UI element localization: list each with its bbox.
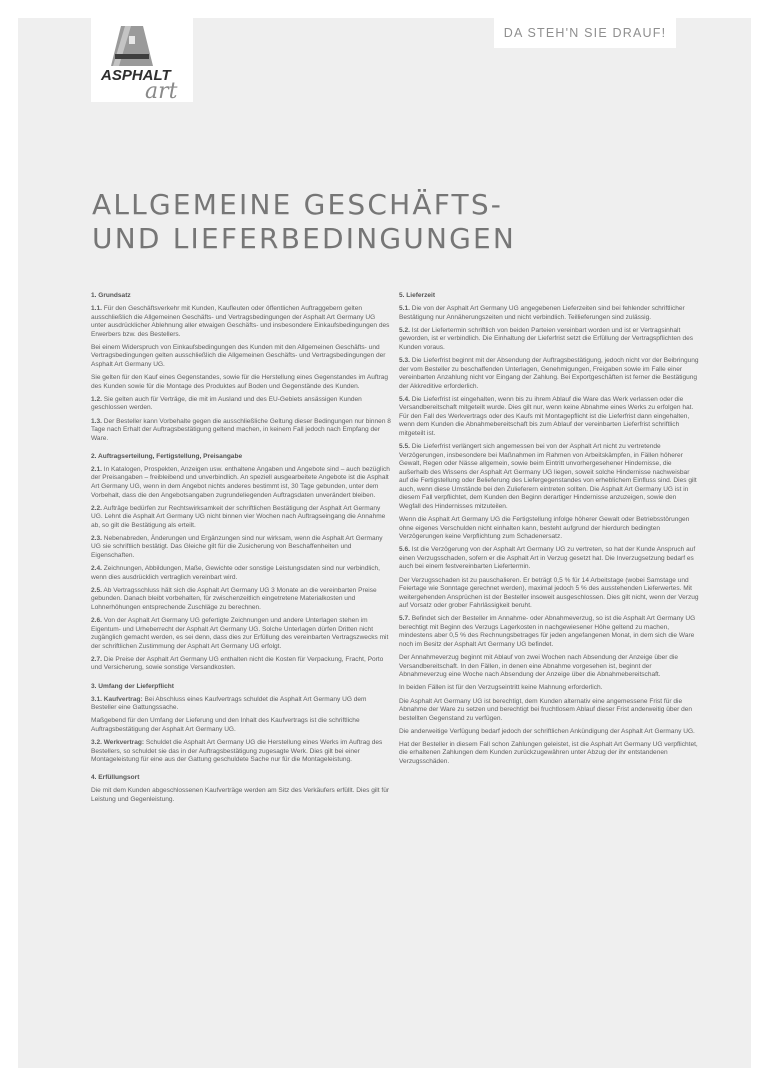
section-heading: 4. Erfüllungsort <box>91 774 140 782</box>
page-title <box>92 188 516 256</box>
clause-number: 2.5. <box>91 586 102 594</box>
paragraph: Die anderweitige Verfügung bedarf jedoch der schriftlichen Ankündigung der Asphalt Art Germany UG. <box>399 727 695 735</box>
paragraph: Wenn die Asphalt Art Germany UG die Fertigstellung infolge höherer Gewalt oder Betriebsstörungen ohne eigenes Verschulden nicht einhalten kann, besteht aufgrund der hierdurch bedingten Verzögerungen keine Verpflichtung zum Schadenersatz. <box>399 516 690 541</box>
clause-number: 5.2. <box>399 326 410 334</box>
clause-number: 1.1. <box>91 305 102 313</box>
paragraph: Sie gelten für den Kauf eines Gegenstandes, sowie für die Herstellung eines Gegenstandes im Auftrag des Kunden sowie für die Montage des Produktes auf Boden und Gegenstände des Kunden. <box>91 374 388 390</box>
paragraph: In beiden Fällen ist für den Verzugseintritt keine Mahnung erforderlich. <box>399 684 603 692</box>
clause-number: 5.6. <box>399 546 410 554</box>
clause-text: Nebenabreden, Änderungen und Ergänzungen sind nur wirksam, wenn die Asphalt Art Germany UG sie schriftlich bestätigt. Das Gleiche gilt für die Zusicherung von Beschaffenheiten und Eigenschaften. <box>91 534 383 560</box>
clause-text: Für den Geschäftsverkehr mit Kunden, Kaufleuten oder öffentlichen Auftraggebern gelten ausschließlich die Allgemeinen Geschäfts- und Vertragsbedingungen der Asphalt Art Germany UG unter ausdrücklicher Ablehnung aller etwaigen Geschäfts- und insbesondere Einkaufsbedingungen des Erwerbers bzw. des Bestellers. <box>91 305 390 338</box>
clause-number: 1.3. <box>91 417 102 425</box>
section-heading: 2. Auftragserteilung, Fertigstellung, Preisangabe <box>91 452 243 460</box>
section-heading: 3. Umfang der Lieferpflicht <box>91 682 174 690</box>
clause-text: Die Preise der Asphalt Art Germany UG enthalten nicht die Kosten für Verpackung, Fracht, Porto und Versicherung, sowie sonstige Versandkosten. <box>91 655 384 672</box>
clause-text: Schuldet die Asphalt Art Germany UG die Herstellung eines Werks im Auftrag des Bestellers, so schuldet sie das in der Auftragsbestätigung zugesagte Werk. Dies gilt bei einer Montageleistung für eine aus der Gattung geschuldete Sache nur für die Montageleistung. <box>91 739 383 764</box>
document-page <box>18 18 751 1068</box>
paragraph <box>91 418 391 444</box>
paragraph <box>91 656 391 673</box>
slogan-box <box>494 18 676 48</box>
paragraph: Hat der Besteller in diesem Fall schon Zahlungen geleistet, ist die Asphalt Art Germany UG verpflichtet, die erhaltenen Zahlungen dem Kunden zurückzugewähren unter Abzug der ihr entstandenen Verzugsschäden. <box>399 740 698 766</box>
clause-text: Aufträge bedürfen zur Rechtswirksamkeit der schriftlichen Bestätigung der Asphalt Art Germany UG. Lehnt die Asphalt Art Germany UG nicht binnen vier Wochen nach Auftragseingang die Annahme ab, so gilt die Bestätigung als erteilt. <box>91 504 386 529</box>
slogan: DA STEH'N SIE DRAUF! <box>503 26 667 40</box>
section-heading: 5. Lieferzeit <box>399 292 436 299</box>
paragraph <box>91 535 391 561</box>
clause-number: 5.4. <box>399 395 410 403</box>
logo-text-asphalt: ASPHALT <box>101 67 171 84</box>
clause-number: 2.6. <box>91 617 102 625</box>
paragraph <box>399 357 699 391</box>
clause-text: Befindet sich der Besteller im Annahme- oder Abnahmeverzug, so ist die Asphalt Art Germany UG berechtigt mit Beginn des Verzugs Lagerkosten in nachgewiesener Höhe geltend zu machen, mindestens aber 0,5 % des Rechnungsbetrages für jeden angefangenen Monat, in dem sich die Ware noch im Besitz der Asphalt Art Germany UG befindet. <box>399 615 696 649</box>
paragraph <box>91 587 391 613</box>
paragraph <box>399 546 699 572</box>
paragraph <box>91 565 391 582</box>
paragraph <box>399 443 699 511</box>
clause-number: 5.5. <box>399 443 410 451</box>
paragraph <box>399 396 699 439</box>
clause-text: Die von der Asphalt Art Germany UG angegebenen Lieferzeiten sind bei fehlender schriftlicher Bestätigung nur Annäherungszeiten und nicht verbindlich. Teillieferungen sind zulässig. <box>399 305 685 321</box>
paragraph <box>91 305 391 339</box>
clause-text: Die Lieferfrist ist eingehalten, wenn bis zu ihrem Ablauf die Ware das Werk verlassen oder die Versandbereitschaft mitgeteilt wurde. Dies gilt nur, wenn keine Abnahme eines Werks zu erfolgen hat. Für den Fall des Werkvertrags oder des Kaufs mit Montagepflicht ist die Lieferfrist dann eingehalten, wenn dem Kunden die Abnahmebereitschaft bis zum Ablauf der vereinbarten Lieferfrist schriftlich mitgeteilt ist. <box>399 395 694 438</box>
paragraph <box>399 327 699 353</box>
logo <box>91 18 193 102</box>
clause-text: Die Lieferfrist beginnt mit der Absendung der Auftragsbestätigung, jedoch nicht vor der Beibringung der vom Besteller zu beschaffenden Unterlagen, Genehmigungen, Freigaben sowie im Falle einer vereinbarten Anzahlung nicht vor Eingang der Zahlung. Bei Exportgeschäften ist ferner die Bestätigung der Akkreditive erforderlich. <box>399 357 699 390</box>
paragraph <box>399 615 699 649</box>
paragraph <box>91 466 391 500</box>
title-line-1: ALLGEMEINE GESCHÄFTS- <box>92 188 504 221</box>
clause-text: Der Besteller kann Vorbehalte gegen die ausschließliche Geltung dieser Bedingungen nur binnen 8 Tage nach Erhalt der Auftragsbestätigung geltend machen, in keinem Fall jedoch nach Empfang der Ware. <box>91 417 391 442</box>
clause-number: 1.2. <box>91 395 102 403</box>
paragraph: Die mit dem Kunden abgeschlossenen Kaufverträge werden am Sitz des Verkäufers erfüllt. Dies gilt für Leistung und Gegenleistung. <box>91 787 390 803</box>
paragraph <box>91 617 391 651</box>
clause-number: 3.1. Kaufvertrag: <box>91 695 143 703</box>
clause-number: 5.3. <box>399 357 410 365</box>
left-column <box>91 292 391 809</box>
paragraph <box>91 505 391 531</box>
asphalt-art-logo-graphic <box>91 18 193 102</box>
clause-text: Von der Asphalt Art Germany UG gefertigte Zeichnungen und andere Unterlagen stehen im Eigentum- und Urheberrecht der Asphalt Art Germany UG. Solche Unterlagen dürfen Dritten nicht zugänglich gemacht werden, es sei denn, dass dies zur Erfüllung des vereinbarten Vertragszwecks mit der schriftlichen Zustimmung der Asphalt Art Germany UG erfolgt. <box>91 617 389 650</box>
clause-number: 2.3. <box>91 534 102 542</box>
clause-text: In Katalogen, Prospekten, Anzeigen usw. enthaltene Angaben und Angebote sind – auch bezüglich der Preisangaben – freibleibend und unverbindlich. An speziell ausgearbeitete Angebote ist die Asphalt Art Germany UG, wenn in dem Angebot nichts anderes bestimmt ist, 30 Tage gebunden, unter dem Vorbehalt, dass die den Angebotsangaben zugrundeliegenden Auftragsdaten unverändert bleiben. <box>91 465 390 499</box>
paragraph <box>399 305 699 322</box>
right-column <box>399 292 699 771</box>
clause-number: 2.2. <box>91 504 102 512</box>
clause-text: Ist der Liefertermin schriftlich von beiden Parteien vereinbart worden und ist er Vertragsinhalt geworden, ist er verbindlich. Die Einhaltung der Lieferfrist setzt die Erfüllung der Vertragspflichten des Kunden voraus. <box>399 326 694 351</box>
clause-number: 5.1. <box>399 305 410 313</box>
clause-number: 2.7. <box>91 655 102 663</box>
paragraph: Der Verzugsschaden ist zu pauschalieren. Er beträgt 0,5 % für 14 Arbeitstage (wobei Samstage und Feiertage wie Sonntage gerechnet werden), maximal jedoch 5 % des ausstehenden Lieferwertes. Mit weitergehenden Ansprüchen ist der Besteller insoweit ausgeschlossen. Dies gilt nicht, wenn der Verzug auf Vorsatz oder grober Fahrlässigkeit beruht. <box>399 576 699 610</box>
paragraph: Der Annahmeverzug beginnt mit Ablauf von zwei Wochen nach Absendung der Anzeige über die Versandbereitschaft. In den Fällen, in denen eine Abnahme vorgesehen ist, beginnt der Abnahmeverzug eine Woche nach Absendung der Anzeige über die Abnahmebereitschaft. <box>399 654 679 679</box>
clause-text: Die Lieferfrist verlängert sich angemessen bei von der Asphalt Art nicht zu vertretende Verzögerungen, insbesondere bei Maßnahmen im Rahmen von Arbeitskämpfen, in Fällen höherer Gewalt, Regen oder Nässe allgemein, sowie beim Eintritt unvorhergesehener Hindernisse, die außerhalb des Wissens der Asphalt Art Germany UG liegen, soweit solche Hindernisse nachweisbar auf die Fertigstellung oder Belieferung des Liefergegenstandes von erheblichem Einfluss sind. Dies gilt auch, wenn diese Umstände bei den Zulieferern eintreten sollten. Die Asphalt Art Germany UG ist in diesem Fall verpflichtet, dem Kunden den Beginn derartiger Hindernisse anzuzeigen, sowie den Wegfall des Hindernisses mitzuteilen. <box>399 443 697 510</box>
paragraph: Maßgebend für den Umfang der Lieferung und den Inhalt des Kaufvertrags ist die schriftliche Auftragsbestätigung der Asphalt Art Germany UG. <box>91 717 360 733</box>
clause-text: Zeichnungen, Abbildungen, Maße, Gewichte oder sonstige Leistungsdaten sind nur verbindlich, wenn dies ausdrücklich vertraglich vereinbart wird. <box>91 565 380 581</box>
section-heading: 1. Grundsatz <box>91 292 131 299</box>
paragraph: Die Asphalt Art Germany UG ist berechtigt, dem Kunden alternativ eine angemessene Frist für die Abnahme der Ware zu setzen und berechtigt bei fruchtlosem Ablauf dieser Frist anderweitig über den bestellten Gegenstand zu verfügen. <box>399 697 693 722</box>
logo-text-art: art <box>145 79 178 102</box>
clause-text: Ab Vertragsschluss hält sich die Asphalt Art Germany UG 3 Monate an die vereinbarten Preise gebunden. Danach bleibt vorbehalten, für zwischenzeitlich eingetretene Materialkosten und Lohnerhöhungen entsprechende Zuschläge zu berechnen. <box>91 586 377 611</box>
clause-text: Sie gelten auch für Verträge, die mit im Ausland und des EU-Gebiets ansässigen Kunden geschlossen werden. <box>91 395 362 412</box>
title-line-2: UND LIEFERBEDINGUNGEN <box>92 222 517 255</box>
paragraph <box>91 396 391 413</box>
clause-number: 2.1. <box>91 465 102 473</box>
clause-number: 3.2. Werkvertrag: <box>91 739 145 747</box>
paragraph <box>91 739 391 765</box>
paragraph: Bei einem Widerspruch von Einkaufsbedingungen des Kunden mit den Allgemeinen Geschäfts- und Vertragsbedingungen gelten ausschließlich die Allgemeinen Geschäfts- und Vertragsbedingungen der Asphalt Art Germany UG. <box>91 343 386 369</box>
clause-text: Ist die Verzögerung von der Asphalt Art Germany UG zu vertreten, so hat der Kunde Anspruch auf einen Verzugsschaden, sofern er die Asphalt Art in Verzug gesetzt hat. Die Inverzugsetzung bedarf es auch bei einem festvereinbarten Liefertermin. <box>399 546 696 571</box>
clause-text: Bei Abschluss eines Kaufvertrags schuldet die Asphalt Art Germany UG dem Besteller eine Gattungssache. <box>91 695 367 712</box>
clause-number: 5.7. <box>399 615 410 623</box>
paragraph <box>91 696 391 713</box>
clause-number: 2.4. <box>91 565 102 573</box>
